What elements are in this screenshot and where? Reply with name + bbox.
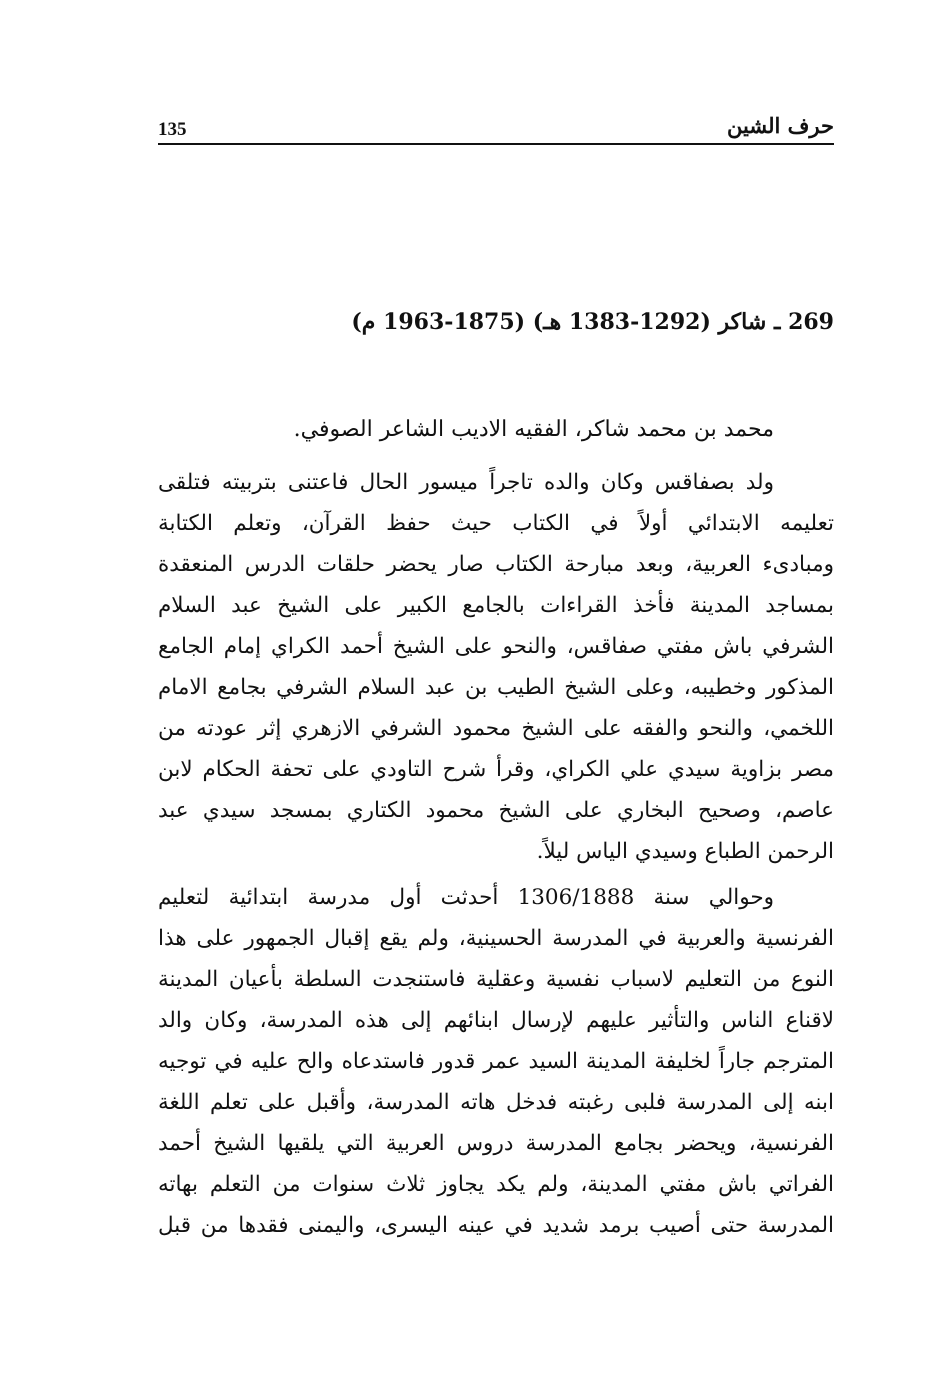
text-line: ولد بصفاقس وكان والده تاجراً ميسور الحال فاعتنى بتربيته فتلقى (158, 470, 774, 495)
text-line: ومبادىء العربية، وبعد مبارحة الكتاب صار يحضر حلقات الدرس المنعقدة (158, 552, 834, 577)
entry-heading: 269 ـ شاكر (1292-1383 هـ) (1875-1963 م) (351, 309, 834, 335)
paragraph-2 (158, 877, 834, 1246)
text-line: بمساجد المدينة فأخذ القراءات بالجامع الكبير على الشيخ عبد السلام (158, 593, 834, 618)
text-line: الفرنسية، ويحضر بجامع المدرسة دروس العربية التي يلقيها الشيخ أحمد (158, 1131, 834, 1156)
text-line: اللخمي، والنحو والفقه على الشيخ محمود الشرفي الازهري إثر عودته من (158, 716, 834, 741)
page-number: 135 (158, 119, 187, 140)
text-line: المترجم جاراً لخليفة المدينة السيد عمر قدور فاستدعاه والح عليه في توجيه (158, 1049, 834, 1074)
text-line: لاقناع الناس والتأثير عليهم لإرسال ابنائهم إلى هذه المدرسة، وكان والد (158, 1008, 834, 1033)
paragraph-1 (158, 462, 834, 872)
text-line: مصر بزاوية سيدي علي الكراي، وقرأ شرح التاودي على تحفة الحكام لابن (158, 757, 834, 782)
text-line: الرحمن الطباع وسيدي الياس ليلاً. (536, 839, 834, 864)
text-line: الفرنسية والعربية في المدرسة الحسينية، ولم يقع إقبال الجمهور على هذا (158, 926, 834, 951)
text-line: المدرسة حتى أصيب برمد شديد في عينه اليسرى، واليمنى فقدها من قبل (158, 1213, 834, 1238)
text-line: النوع من التعليم لاسباب نفسية وعقلية فاستنجدت السلطة بأعيان المدينة (158, 967, 834, 992)
section-title: حرف الشين (727, 113, 834, 138)
entry-intro: محمد بن محمد شاكر، الفقيه الاديب الشاعر الصوفي. (293, 417, 774, 442)
text-line: الشرفي باش مفتي صفاقس، والنحو على الشيخ أحمد الكراي إمام الجامع (158, 634, 834, 659)
text-line: الفراتي باش مفتي المدينة، ولم يكد يجاوز ثلاث سنوات من التعلم بهاته (158, 1172, 834, 1197)
text-line: عاصم، وصحيح البخاري على الشيخ محمود الكتاري بمسجد سيدي عبد (158, 798, 834, 823)
running-header (158, 113, 834, 145)
text-line: تعليمه الابتدائي أولاً في الكتاب حيث حفظ القرآن، وتعلم الكتابة (158, 511, 834, 536)
text-line: ابنه إلى المدرسة فلبى رغبته فدخل هاته المدرسة، وأقبل على تعلم اللغة (158, 1090, 834, 1115)
text-line: المذكور وخطيبه، وعلى الشيخ الطيب بن عبد السلام الشرفي بجامع الامام (158, 675, 834, 700)
text-line: وحوالي سنة 1306/1888 أحدثت أول مدرسة ابتدائية لتعليم (158, 885, 774, 910)
